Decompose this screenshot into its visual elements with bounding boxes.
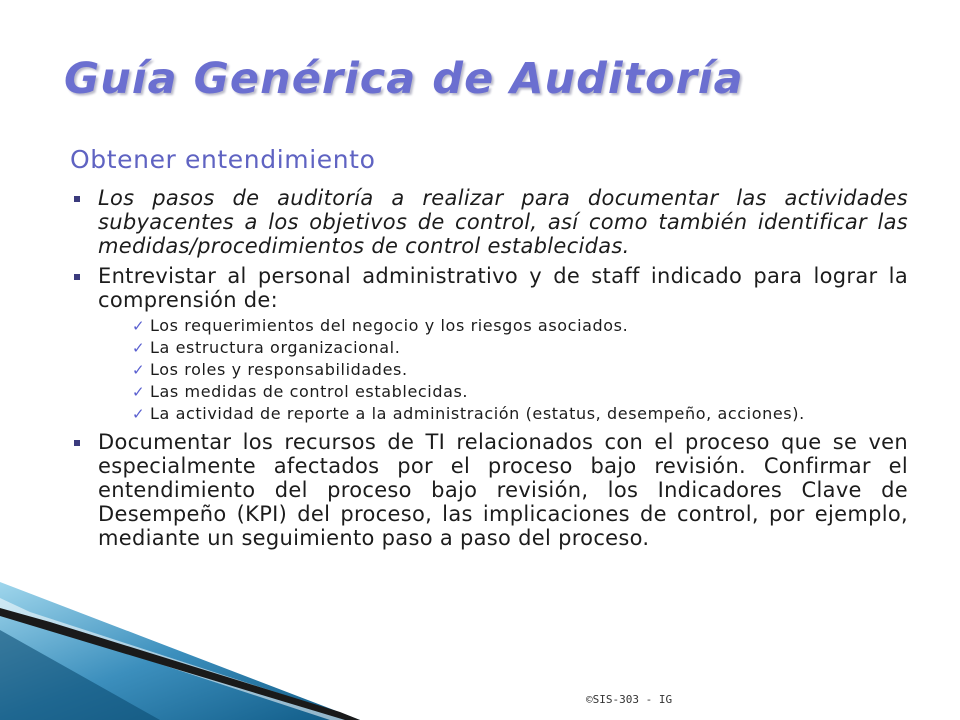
square-bullet-icon [74, 196, 80, 202]
checkmark-icon: ✓ [132, 383, 145, 401]
sub-bullet-text: La actividad de reporte a la administración (estatus, desempeño, acciones). [150, 404, 805, 423]
sub-bullet-text: Los requerimientos del negocio y los riesgos asociados. [150, 316, 629, 335]
sub-bullet-text: La estructura organizacional. [150, 338, 401, 357]
checkmark-icon: ✓ [132, 339, 145, 357]
sub-bullet-text: Los roles y responsabilidades. [150, 360, 408, 379]
content-body [70, 186, 908, 550]
sub-bullet-1 [132, 316, 908, 335]
footer-copyright: ©SIS-303 - IG [586, 693, 673, 706]
bullet-text: Entrevistar al personal administrativo y de staff indicado para lograr la comprensión de: [98, 264, 908, 312]
bullet-point-3 [70, 430, 908, 550]
bullet-text: Documentar los recursos de TI relacionados con el proceso que se ven especialmente afectados por el proceso bajo revisión. Confirmar el entendimiento del proceso bajo revisión, los Indicadores Clave de Desempeño (KPI) del proceso, las implicaciones de control, por ejemplo, mediante un seguimiento paso a paso del proceso. [98, 430, 908, 550]
bullet-point-2 [70, 264, 908, 422]
checkmark-icon: ✓ [132, 361, 145, 379]
sub-bullet-5 [132, 404, 908, 423]
sub-bullet-2 [132, 338, 908, 357]
checkmark-icon: ✓ [132, 317, 145, 335]
checkmark-icon: ✓ [132, 405, 145, 423]
bullet-text: Los pasos de auditoría a realizar para documentar las actividades subyacentes a los objetivos de control, así como también identificar las medidas/procedimientos de control establecidas. [98, 186, 908, 258]
sub-bullet-3 [132, 360, 908, 379]
sub-bullet-4 [132, 382, 908, 401]
bullet-point-1 [70, 186, 908, 258]
square-bullet-icon [74, 440, 80, 446]
sub-bullet-text: Las medidas de control establecidas. [150, 382, 469, 401]
section-heading: Obtener entendimiento [70, 145, 376, 174]
square-bullet-icon [74, 274, 80, 280]
slide-title: Guía Genérica de Auditoría [64, 54, 744, 104]
